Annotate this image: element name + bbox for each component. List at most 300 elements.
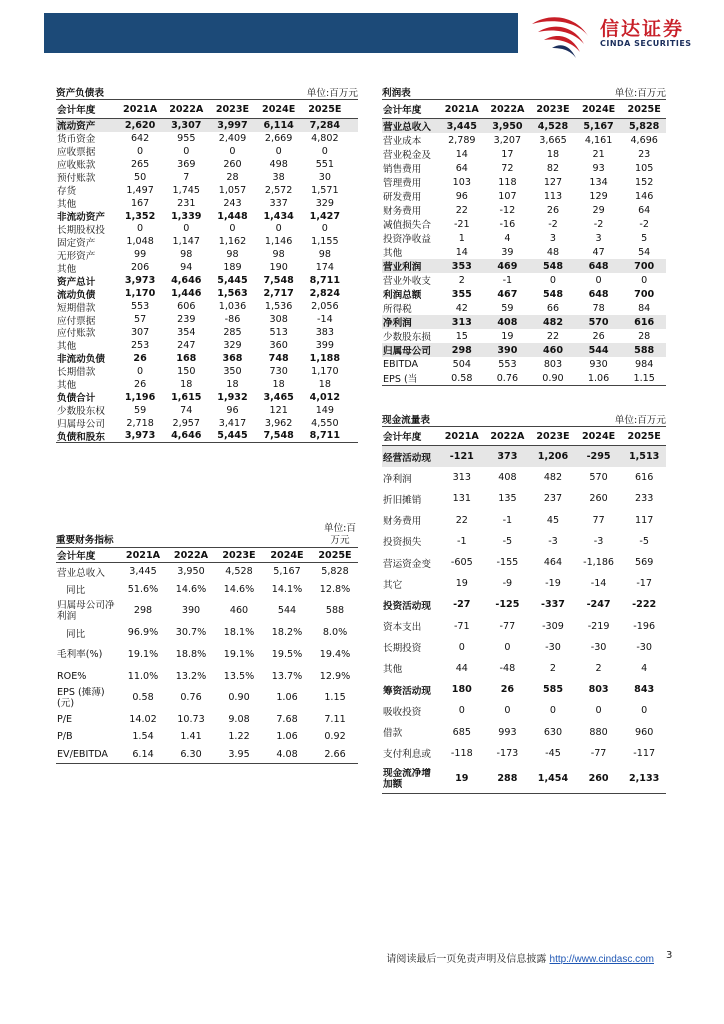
table-row [382,315,666,329]
row-value: 146 [635,190,654,202]
table-row [382,119,666,133]
row-value: -155 [496,557,519,569]
header-label: 会计年度 [57,105,96,116]
row-label: 长期借款 [57,367,96,379]
row-value: 955 [177,132,196,144]
row-label: 应付账款 [57,328,96,340]
footer-disclaimer: 请阅读最后一页免责声明及信息披露 [386,954,547,965]
row-value: 96 [226,404,239,416]
row-value: -5 [502,535,513,547]
row-value: 329 [223,339,242,351]
row-value: 482 [542,316,563,328]
row-value: 14 [455,246,468,258]
row-value: 26 [133,378,147,390]
row-value: 4,802 [311,132,339,144]
row-value: 64 [455,162,468,174]
row-label: 支付利息或 [383,749,431,761]
row-value: 2,824 [309,288,341,300]
row-value: 1,146 [264,236,293,248]
row-value: 460 [229,605,249,617]
table-row [382,301,666,315]
table-row [56,210,358,223]
row-value: 190 [269,262,288,274]
row-value: 5,445 [217,430,248,442]
row-value: 59 [133,404,147,416]
table-row [56,580,358,597]
row-label: 经营活动现 [383,452,431,464]
row-label: 资产总计 [57,276,96,288]
row-value: 2,717 [263,288,294,300]
row-value: 803 [543,358,563,370]
row-value: 47 [592,246,605,258]
row-value: 570 [589,472,608,484]
row-label: 归属母公司净利润 [57,599,115,622]
table-row [382,287,666,301]
table-row [56,365,358,378]
row-label: 流动资产 [57,121,96,133]
row-value: 99 [133,249,147,261]
header-banner [44,13,518,53]
row-value: 588 [325,605,345,617]
row-value: 18 [226,378,239,390]
row-value: -196 [633,620,656,632]
row-value: 0.58 [132,692,154,704]
row-value: 6.14 [132,748,154,760]
table-row [382,721,666,742]
row-value: 1,048 [126,236,154,248]
row-value: 1,932 [217,391,248,403]
table-unit: 单位:百万元 [323,523,356,546]
footer-text [386,950,654,965]
row-label: 财务费用 [383,516,422,528]
footer-link[interactable]: http://www.cindasc.com [549,954,654,965]
row-value: 18.2% [271,627,303,639]
row-value: 103 [452,176,471,188]
row-value: 118 [498,176,517,188]
row-value: 553 [130,301,150,313]
table-unit: 单位:百万元 [614,415,666,426]
page-number: 3 [666,950,673,961]
row-value: 0 [595,274,602,286]
row-label: 折旧摊销 [383,494,422,506]
header-year: 2025E [627,430,661,442]
header-year: 2021A [444,430,479,442]
table-row [382,217,666,231]
brand-name-cn: 信达证券 [600,18,685,40]
row-value: 247 [177,339,196,351]
row-value: 18.8% [175,648,207,660]
header-label: 会计年度 [57,551,96,562]
row-value: 0.90 [228,692,250,704]
row-value: 4 [641,662,648,674]
row-value: 1,434 [263,210,294,222]
table-row [56,326,358,339]
row-value: 0 [458,641,465,653]
row-value: -16 [499,218,516,230]
row-value: 82 [546,162,560,174]
table-title-line [382,87,666,100]
row-value: 285 [223,326,242,338]
row-value: 107 [498,190,517,202]
row-label: 筹资活动现 [383,685,431,697]
row-value: 78 [592,302,605,314]
row-label: 流动负债 [57,289,96,301]
row-value: 354 [177,326,196,338]
row-label: 其它 [383,579,403,591]
row-label: 负债和股东 [57,431,105,443]
row-value: -173 [496,747,519,759]
table-row [382,203,666,217]
row-value: 3,950 [492,120,523,132]
row-value: 253 [130,339,150,351]
row-value: 0 [183,145,190,157]
row-value: 353 [451,260,472,272]
row-value: 19.1% [223,648,255,660]
row-value: 0 [275,223,282,235]
row-value: 135 [498,493,517,505]
row-value: 1,155 [311,236,339,248]
row-value: 13.5% [223,670,255,682]
row-value: 2,572 [264,184,293,196]
row-value: 96 [455,190,468,202]
row-label: P/B [57,731,73,743]
row-value: 880 [589,726,608,738]
table-row [382,343,666,357]
row-value: 22 [455,204,468,216]
table-row [382,133,666,147]
row-value: 569 [635,557,654,569]
row-value: 243 [223,197,242,209]
row-value: 152 [635,176,654,188]
row-value: 588 [634,344,655,356]
row-value: -48 [499,662,516,674]
table-row [382,446,666,467]
table-row [56,119,358,132]
row-value: 206 [130,262,150,274]
table-row [56,563,358,580]
row-value: 39 [501,246,514,258]
row-value: 730 [269,365,288,377]
row-value: 616 [635,472,654,484]
row-value: 369 [177,158,196,170]
cash-flow-table [382,414,666,794]
row-value: 4,012 [309,391,341,403]
row-value: 0 [321,223,328,235]
row-value: 26 [133,352,147,364]
row-value: 648 [588,288,609,300]
table-row [382,245,666,259]
row-value: 3.95 [228,748,250,760]
row-value: 2 [595,662,602,674]
row-value: 7.68 [276,714,298,726]
row-label: 净利润 [383,318,412,329]
row-value: 0 [183,223,190,235]
header-year: 2024E [262,103,296,115]
row-value: 390 [497,344,518,356]
row-value: 127 [543,176,563,188]
table-row [56,598,358,624]
row-value: 551 [315,158,334,170]
row-value: 5 [641,232,648,244]
row-value: 1.54 [132,731,154,743]
row-label: 其他 [383,664,403,676]
row-value: -3 [548,535,558,547]
row-value: 350 [223,365,242,377]
row-value: 189 [223,262,242,274]
row-value: -337 [540,599,565,611]
row-value: 288 [497,773,518,785]
table-row [382,371,666,386]
row-value: 1,513 [628,451,660,463]
row-value: 29 [592,204,605,216]
row-label: 资本支出 [383,622,422,634]
row-value: 360 [269,339,288,351]
header-year: 2024E [581,430,616,442]
row-value: -1,186 [583,557,615,569]
row-value: 337 [269,197,288,209]
row-value: 6.30 [180,748,202,760]
row-value: 544 [277,605,297,617]
table-row [382,594,666,615]
row-value: 399 [315,339,334,351]
table-title: 利润表 [382,88,411,99]
header-year: 2025E [318,549,352,561]
table-row [56,391,358,404]
row-label: 毛利率(%) [57,648,103,660]
table-row [56,248,358,261]
row-value: 19.4% [319,648,351,660]
row-value: -27 [453,599,471,611]
table-row [382,700,666,721]
row-label: 应收票据 [57,147,96,159]
row-value: 4.08 [276,748,298,760]
row-label: EBITDA [383,358,419,370]
row-value: 1,170 [124,288,156,300]
row-value: 168 [176,352,197,364]
row-value: 2,133 [628,773,660,785]
table-row [56,235,358,248]
row-label: 应付票据 [57,315,96,327]
row-value: 174 [315,262,334,274]
row-value: 482 [543,472,563,484]
row-label: 减值损失合 [383,220,431,231]
table-row [56,624,358,641]
header-year: 2023E [536,103,570,115]
row-value: 13.2% [175,670,207,682]
row-value: 96.9% [127,627,159,639]
table-row [382,616,666,637]
row-value: 21 [592,148,605,160]
row-value: 390 [181,605,201,617]
table-title-line [56,87,358,100]
row-value: 298 [133,605,153,617]
table-header-row [382,427,666,446]
row-value: 26 [546,204,560,216]
row-value: 260 [223,158,242,170]
row-value: 700 [634,288,655,300]
row-value: 3,417 [218,417,247,429]
row-value: 5,167 [273,566,301,578]
table-row [56,667,358,684]
row-value: 48 [546,246,560,258]
row-value: 2,789 [448,134,476,146]
row-value: 1,162 [218,236,247,248]
row-value: 408 [498,472,517,484]
header-year: 2025E [627,103,661,115]
row-value: 3,665 [539,134,567,146]
row-value: 570 [588,316,609,328]
row-label: 管理费用 [383,178,422,189]
row-value: 373 [497,451,518,463]
row-value: -30 [545,641,561,653]
row-value: -605 [450,557,473,569]
row-value: 44 [455,662,468,674]
row-value: -86 [224,314,241,326]
row-value: 648 [588,260,609,272]
row-value: 1.15 [324,692,346,704]
row-value: -9 [502,578,513,590]
table-row [56,132,358,145]
table-row [382,658,666,679]
row-value: 15 [455,330,468,342]
table-row [382,488,666,509]
table-row [382,147,666,161]
row-value: -295 [586,451,611,463]
row-label: 营业成本 [383,136,422,147]
row-value: 26 [592,330,605,342]
row-value: 4,696 [630,134,658,146]
row-value: 960 [635,726,654,738]
row-value: 4,161 [584,134,613,146]
row-value: 59 [501,302,514,314]
row-value: 260 [588,773,609,785]
row-value: 1.06 [276,692,298,704]
row-label: 所得税 [383,304,412,315]
row-value: 66 [546,302,560,314]
row-value: -2 [593,218,604,230]
table-header-row [56,100,358,119]
row-label: 存货 [57,186,77,198]
row-value: 121 [269,404,288,416]
row-value: 0 [137,223,144,235]
row-value: 467 [497,288,518,300]
row-label: P/E [57,714,73,726]
row-value: 469 [497,260,518,272]
row-value: 843 [634,684,655,696]
row-value: -117 [633,747,656,759]
row-value: 30 [318,171,331,183]
row-value: 134 [589,176,608,188]
table-row [56,404,358,417]
row-value: 1,147 [172,236,201,248]
row-value: 3,997 [217,119,248,131]
row-value: 0 [137,365,144,377]
row-value: 2 [549,662,557,674]
row-value: 4,646 [171,275,202,287]
row-value: 1,497 [126,184,154,196]
row-value: 0 [504,641,511,653]
financial-ratios-table [56,521,358,764]
row-value: 2,957 [172,417,201,429]
row-value: 26 [500,684,515,696]
header-year: 2023E [215,103,250,115]
table-row [382,329,666,343]
row-value: -1 [457,535,467,547]
page-footer [0,947,724,967]
row-label: 负债合计 [57,393,96,405]
row-label: 研发费用 [383,192,422,203]
row-value: -222 [632,599,657,611]
row-value: 3,445 [446,120,477,132]
row-value: 7,284 [309,119,341,131]
row-label: 非流动负债 [57,354,105,366]
header-year: 2023E [222,549,256,561]
table-row [56,352,358,365]
row-value: -30 [590,641,607,653]
row-value: 1,188 [309,352,341,364]
row-value: 548 [542,288,563,300]
row-label: 其他 [57,341,77,353]
row-value: 0 [549,705,557,717]
table-row [382,259,666,273]
row-value: 131 [452,493,471,505]
table-row [382,764,666,795]
row-label: 销售费用 [383,164,422,175]
row-label: 归属母公司 [57,419,105,431]
row-value: 18.1% [223,627,255,639]
row-value: 307 [130,326,150,338]
row-label: EPS (摊薄)(元) [57,686,105,709]
table-row [382,161,666,175]
row-value: -2 [639,218,649,230]
row-value: 3,465 [263,391,294,403]
row-value: 42 [455,302,468,314]
row-label: 利润总额 [383,290,422,301]
row-value: 0 [641,274,648,286]
row-value: 1,339 [171,210,202,222]
row-label: 固定资产 [57,237,96,249]
row-value: 14.02 [129,714,157,726]
row-value: 74 [180,404,193,416]
row-value: 72 [501,162,514,174]
table-title: 资产负债表 [56,88,104,99]
row-value: 3,973 [124,275,156,287]
row-value: 14 [455,148,468,160]
row-value: 12.9% [319,670,351,682]
row-value: 28 [638,330,651,342]
row-value: -71 [453,620,470,632]
row-value: 930 [589,358,608,370]
table-unit: 单位:百万元 [306,88,358,99]
row-value: 54 [638,246,651,258]
row-value: 685 [452,726,471,738]
row-value: 0.76 [180,692,202,704]
row-label: 少数股东损 [383,332,431,343]
row-value: 45 [546,514,560,526]
row-value: 6,114 [263,119,294,131]
table-row [382,743,666,764]
row-value: 18 [272,378,285,390]
row-value: 23 [638,148,651,160]
row-label: 财务费用 [383,206,422,217]
row-value: -3 [593,535,604,547]
row-value: 13.7% [271,670,303,682]
row-value: 0 [275,145,282,157]
row-value: 8,711 [309,430,341,442]
row-label: 其他 [57,380,77,392]
table-header-row [382,100,666,119]
row-value: 1,352 [124,210,156,222]
